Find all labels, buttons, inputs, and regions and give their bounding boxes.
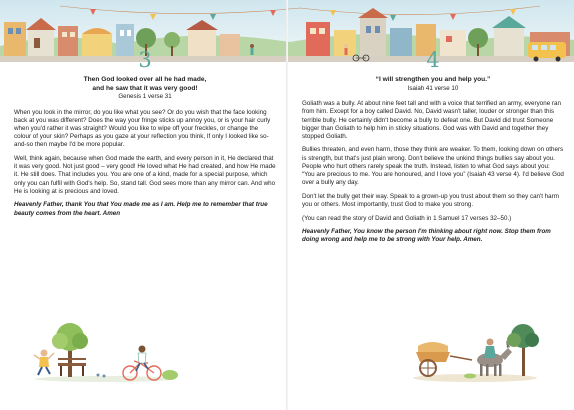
cart-donkey-illustration [410,318,540,383]
park-bench-bicycle-illustration [30,323,180,383]
left-verse-block [14,76,276,102]
right-verse-reference: Isaiah 41 verse 10 [407,84,459,92]
left-paragraph: Well, think again, because when God made the earth, and every person in it, He declared that it was very good. Not just good – very good! He loved what He had created, and how He made it. He still does. That includes you. You are one of a kind, made for a special purpose, which only you can fulfil with God's help. So, stand tall. God sees more than any mirror can. And who He is looking at is precious and loved. [14,155,276,195]
right-paragraph: Don't let the bully get their way. Speak to a grown-up you trust about them so they can't harm you or others. Most importantly, trust God to make you strong. [302,192,559,208]
left-verse-line-2: and he saw that it was very good! [92,84,198,92]
right-page-body [302,100,564,244]
left-prayer: Heavenly Father, thank You that You made me as I am. Help me to remember that true beauty comes from the heart. Amen [14,201,268,217]
left-paragraph: When you look in the mirror, do you like what you see? Or do you wish that the face looking back at you was different? Does the way your fringe sticks up annoy you, or is your hair curly when you'd rather it was straight? Would you like to wipe off your freckles, or change the colour of your skin? Perhaps as you gaze at your reflection you think, If only I looked like so-and-so then maybe I'd be more popular. [14,108,271,149]
right-verse-block [302,76,564,93]
right-paragraph: Goliath was a bully. At about nine feet tall and with a voice that terrified an army, everyone ran from him. Except for a boy called David. No, David wasn't taller, louder or stronger than this terrible bully. He certainly didn't become a bully to defeat one. But David did trust Someone bigger than Goliath to help him in sticky situations. God was with David and together they stopped Goliath. [302,100,561,140]
right-paragraph: (You can read the story of David and Goliath in 1 Samuel 17 verses 32–50.) [302,214,512,222]
right-paragraph: Bullies threaten, and even harm, those they think are weaker. To them, looking down on others is strength, but that's just plain wrong. Don't believe the unkind things bullies say about you. People who hurt others rarely speak the truth. Instead, listen to what God says about you: “You are precious to me. You are honoured, and I love you” (Isaiah 43 verse 4). I'd believe God over a bully any day. [302,146,564,187]
right-prayer: Heavenly Father, You know the person I'm thinking about right now. Stop them from doing wrong and help me to be strong with Your help. Amen. [302,228,551,244]
left-page-body [14,109,276,218]
left-verse-line-1: Then God looked over all he had made, [83,76,207,83]
page-number-right: 4 [426,48,440,72]
book-gutter [286,0,288,410]
right-verse-line-1: “I will strengthen you and help you.” [375,76,491,83]
page-number-left: 3 [138,48,152,72]
left-verse-reference: Genesis 1 verse 31 [118,93,172,101]
